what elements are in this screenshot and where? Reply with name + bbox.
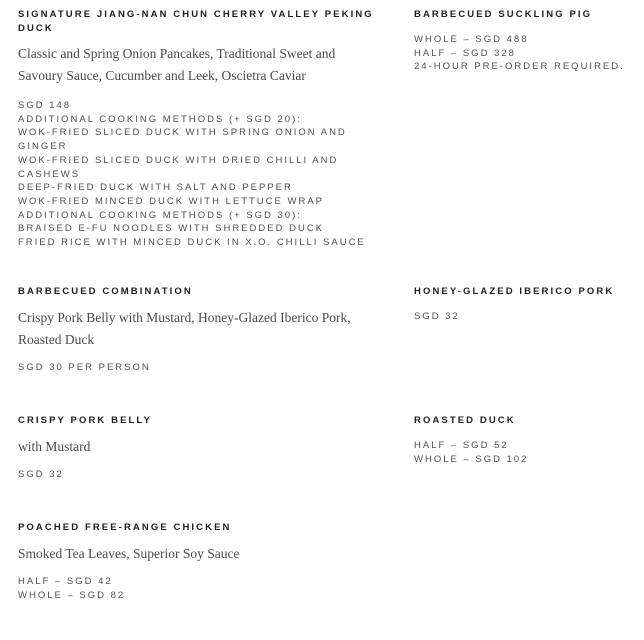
item-description-line: Roasted Duck (18, 332, 95, 347)
item-title: ROASTED DUCK (414, 415, 516, 426)
detail-line: WOK-FRIED SLICED DUCK WITH DRIED CHILLI AND (18, 154, 339, 166)
item-description-line: with Mustard (18, 439, 91, 454)
item-price: HALF – SGD 52 (414, 440, 509, 451)
detail-line: DEEP-FRIED DUCK WITH SALT AND PEPPER (18, 182, 293, 194)
item-details (414, 33, 644, 74)
item-price: HALF – SGD 42 (18, 576, 113, 587)
item-price: WHOLE – SGD 488 (414, 34, 529, 45)
item-details (414, 310, 644, 324)
item-price: SGD 32 (414, 311, 460, 322)
item-description-line: Savoury Sauce, Cucumber and Leek, Oscietra Caviar (18, 68, 306, 83)
item-details (18, 575, 398, 602)
item-details (18, 361, 398, 375)
menu-item-barbecued-combination (18, 285, 398, 375)
menu-item-iberico-pork (414, 285, 644, 324)
item-details (414, 439, 644, 466)
item-title: CRISPY PORK BELLY (18, 415, 152, 426)
item-description-line: Smoked Tea Leaves, Superior Soy Sauce (18, 546, 240, 561)
item-description (18, 543, 398, 565)
item-description (18, 43, 398, 87)
item-description-line: Classic and Spring Onion Pancakes, Traditional Sweet and (18, 46, 336, 61)
menu-item-roasted-duck (414, 414, 644, 466)
item-price: WHOLE – SGD 102 (414, 453, 529, 465)
menu-item-crispy-pork-belly (18, 414, 398, 482)
item-title-line: SIGNATURE JIANG-NAN CHUN CHERRY VALLEY PEKING (18, 9, 374, 20)
detail-line: BRAISED E-FU NOODLES WITH SHREDDED DUCK (18, 223, 325, 235)
item-price: SGD 30 PER PERSON (18, 362, 151, 373)
item-price: HALF – SGD 328 (414, 47, 516, 59)
item-price: SGD 148 (18, 100, 72, 111)
detail-line: GINGER (18, 141, 68, 153)
item-title: BARBECUED COMBINATION (18, 286, 193, 297)
item-description (18, 436, 398, 458)
item-title: BARBECUED SUCKLING PIG (414, 9, 593, 20)
item-title: POACHED FREE-RANGE CHICKEN (18, 522, 232, 533)
detail-line: FRIED RICE WITH MINCED DUCK IN X.O. CHILLI SAUCE (18, 237, 366, 249)
item-price: WHOLE – SGD 82 (18, 589, 126, 601)
detail-line: CASHEWS (18, 168, 81, 180)
item-title-line: DUCK (18, 23, 54, 34)
detail-line: ADDITIONAL COOKING METHODS (+ SGD 20): (18, 113, 302, 125)
item-title: HONEY-GLAZED IBERICO PORK (414, 286, 615, 297)
item-price: SGD 32 (18, 469, 64, 480)
item-note: 24-HOUR PRE-ORDER REQUIRED. (414, 61, 625, 73)
menu-item-peking-duck (18, 8, 398, 250)
item-description-line: Crispy Pork Belly with Mustard, Honey-Glazed Iberico Pork, (18, 310, 351, 325)
detail-line: WOK-FRIED SLICED DUCK WITH SPRING ONION AND (18, 127, 347, 139)
item-details (18, 99, 398, 250)
item-details (18, 468, 398, 482)
menu-item-poached-chicken (18, 521, 398, 602)
detail-line: ADDITIONAL COOKING METHODS (+ SGD 30): (18, 209, 302, 221)
item-title (18, 8, 398, 36)
menu-item-suckling-pig (414, 8, 644, 74)
item-description (18, 307, 398, 351)
detail-line: WOK-FRIED MINCED DUCK WITH LETTUCE WRAP (18, 195, 324, 207)
